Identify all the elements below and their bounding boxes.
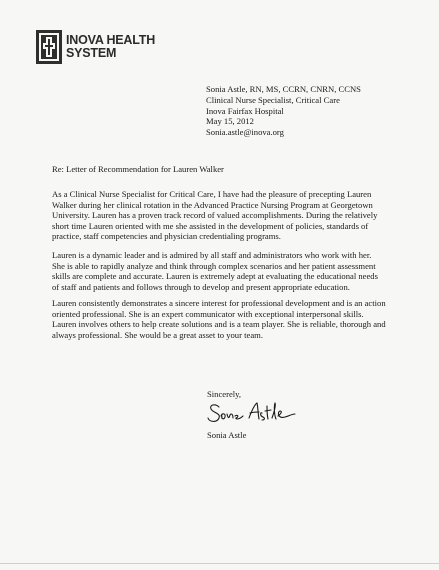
paragraph-line: She is able to rapidly analyze and think through complex scenarios and her patient assessment — [52, 260, 376, 271]
logo-line-2: SYSTEM — [66, 46, 117, 60]
sender-organization: Inova Fairfax Hospital — [206, 105, 284, 116]
paragraph-line: Walker during her clinical rotation in the Advanced Practice Nursing Program at Georgetown — [52, 199, 373, 210]
paragraph-line: Lauren consistently demonstrates a sincere interest for professional development and is an action — [52, 298, 386, 308]
paragraph-line: short time Lauren oriented with me she assisted in the development of policies, standards of — [52, 220, 369, 231]
paragraph-3 — [52, 298, 392, 340]
sender-email: Sonia.astle@inova.org — [206, 127, 284, 138]
logo-wordmark — [66, 34, 155, 60]
paragraph-line: always professional. She would be a great asset to your team. — [52, 329, 263, 340]
paragraph-1 — [52, 189, 392, 242]
sender-block — [206, 84, 361, 138]
handwritten-signature — [205, 398, 300, 428]
paragraph-line: Lauren involves others to help create solutions and is a team player. She is reliable, thorough and — [52, 319, 386, 330]
logo-line-1: INOVA HEALTH — [66, 33, 156, 47]
page-edge-rule — [0, 563, 439, 564]
inova-cross-logo-icon — [36, 30, 62, 64]
letterhead-logo — [36, 30, 155, 64]
paragraph-line: University. Lauren has a proven track record of valued accomplishments. During the relatively — [52, 210, 378, 221]
subject-line: Re: Letter of Recommendation for Lauren Walker — [52, 164, 224, 174]
sender-title: Clinical Nurse Specialist, Critical Care — [206, 94, 340, 105]
sender-name: Sonia Astle, RN, MS, CCRN, CNRN, CCNS — [206, 84, 361, 94]
paragraph-line: As a Clinical Nurse Specialist for Critical Care, I have had the pleasure of precepting Lauren — [52, 189, 372, 199]
paragraph-2 — [52, 250, 392, 292]
paragraph-line: skills are complete and accurate. Lauren is extremely adept at evaluating the educational needs — [52, 271, 378, 282]
paragraph-line: oriented professional. She is an expert communicator with exceptional interpersonal skills. — [52, 308, 364, 319]
closing: Sincerely, — [207, 389, 242, 399]
paragraph-line: Lauren is a dynamic leader and is admired by all staff and administrators who work with her. — [52, 250, 372, 260]
letter-date: May 15, 2012 — [206, 116, 254, 127]
paragraph-line: of staff and patients and follows through to develop and present appropriate education. — [52, 281, 350, 292]
paragraph-line: practice, staff competencies and physician credentialing programs. — [52, 231, 281, 242]
signer-name: Sonia Astle — [207, 430, 247, 440]
